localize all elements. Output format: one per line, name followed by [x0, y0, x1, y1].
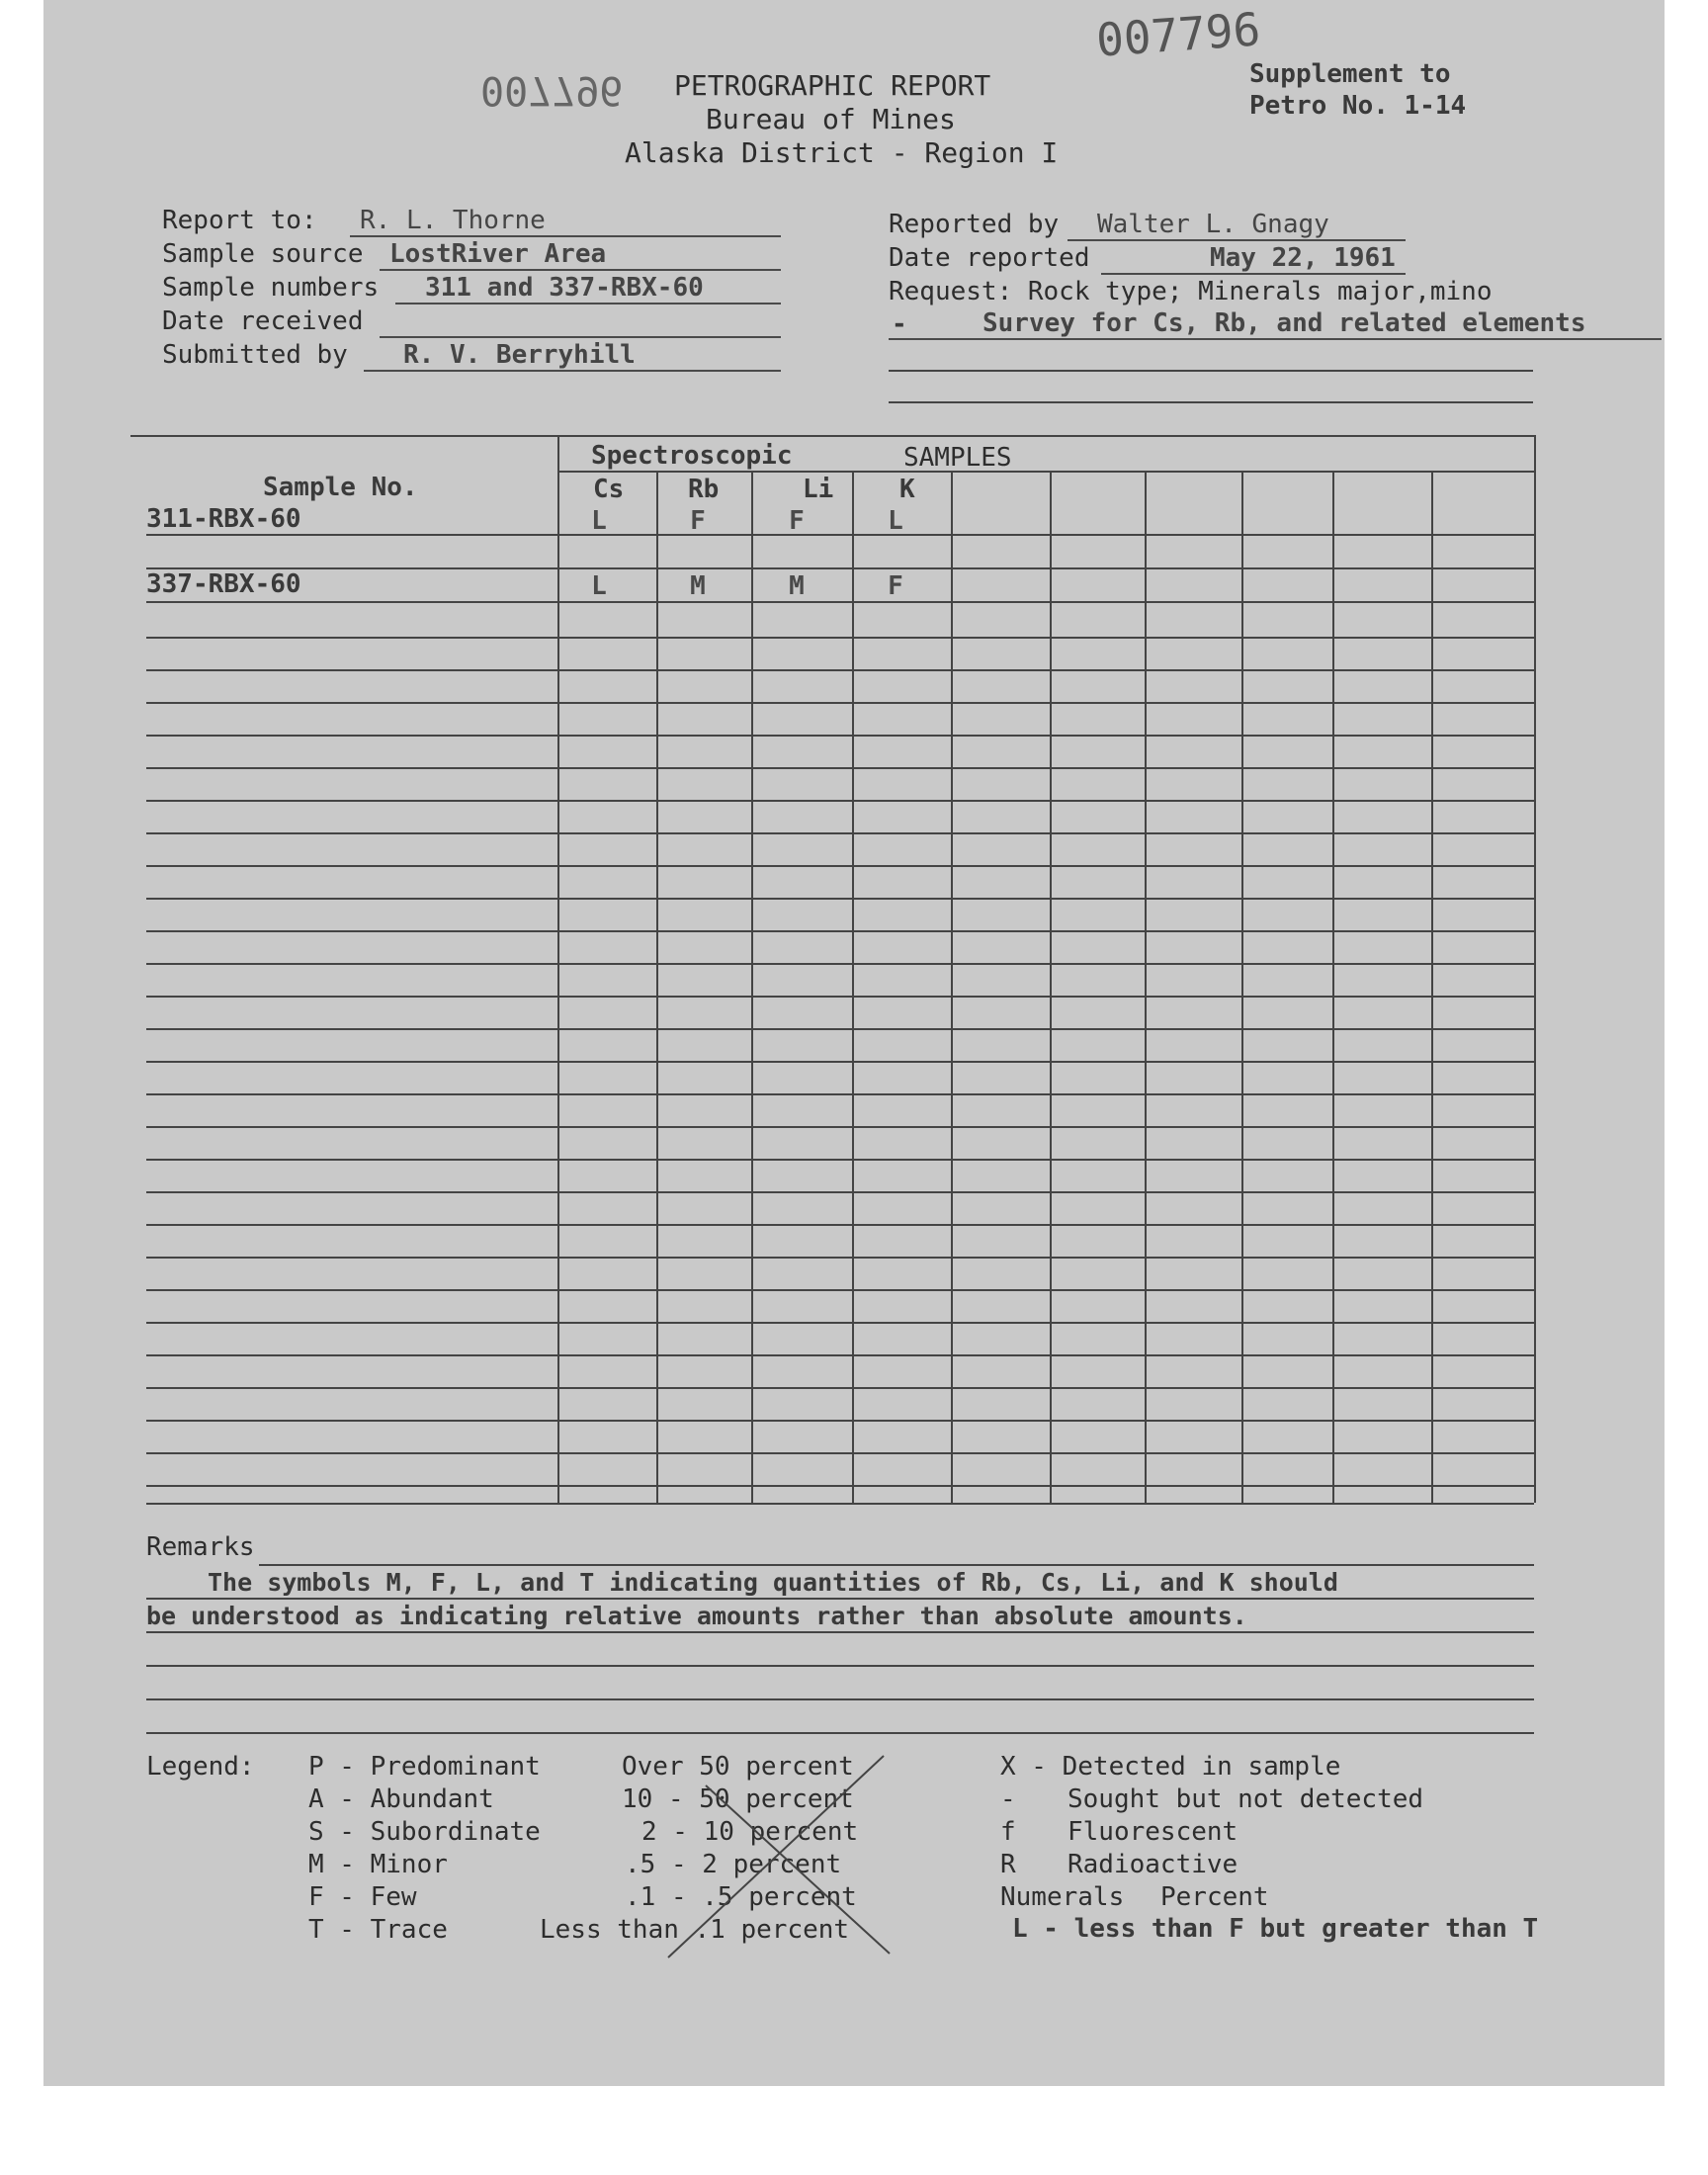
agency-name: Bureau of Mines [706, 103, 956, 135]
submitted-by-value: R. V. Berryhill [364, 338, 781, 372]
legend-code-t: T - Trace [308, 1915, 448, 1945]
sample-row-2-id: 337-RBX-60 [146, 569, 301, 599]
legend-code-s: S - Subordinate [308, 1817, 541, 1847]
stamp-number-reversed: 007796 [480, 67, 624, 113]
remarks-line-1: The symbols M, F, L, and T indicating quantities of Rb, Cs, Li, and K should [208, 1568, 1338, 1597]
legend-symbol-numerals: Numerals [1000, 1882, 1125, 1912]
legend-symbol-dash-desc: Sought but not detected [1068, 1784, 1424, 1814]
sample-row-2-cs: L [591, 571, 607, 601]
legend-code-m: M - Minor [308, 1850, 448, 1879]
sample-no-header: Sample No. [263, 473, 418, 502]
table-row-line [146, 832, 1534, 834]
table-row-line [146, 1191, 1534, 1193]
legend-symbol-r-desc: Radioactive [1068, 1850, 1238, 1879]
table-row-line [146, 669, 1534, 671]
table-row-line [146, 1354, 1534, 1356]
table-row-line [146, 1224, 1534, 1226]
table-column-line [852, 471, 854, 1503]
supplement-line-1: Supplement to [1249, 59, 1451, 89]
table-right-border [1534, 435, 1536, 1503]
table-row-line [146, 1028, 1534, 1030]
legend-symbol-dash: - [1000, 1784, 1016, 1814]
legend-symbol-f-desc: Fluorescent [1068, 1817, 1238, 1847]
reported-by-label: Reported by [889, 210, 1060, 239]
sample-numbers-label: Sample numbers [162, 273, 380, 303]
table-column-line [1050, 471, 1052, 1503]
sample-row-2-rb: M [690, 571, 706, 601]
table-column-line [751, 471, 753, 1503]
legend-cross-out-mark [656, 1750, 894, 1967]
table-row-line [146, 996, 1534, 998]
table-row-line [146, 1159, 1534, 1161]
table-row-line [146, 930, 1534, 932]
table-column-line [557, 435, 559, 1503]
date-received-label: Date received [162, 306, 364, 336]
sample-row-1-id: 311-RBX-60 [146, 504, 301, 534]
table-row-line [146, 1452, 1534, 1454]
table-row-line [146, 637, 1534, 639]
date-reported-label: Date reported [889, 243, 1090, 273]
sample-source-value: LostRiver Area [380, 237, 781, 271]
spectroscopic-header: Spectroscopic [591, 441, 793, 471]
remarks-label: Remarks [146, 1532, 255, 1562]
legend-code-a: A - Abundant [308, 1784, 494, 1814]
table-column-line [951, 471, 953, 1503]
table-row-line [146, 1126, 1534, 1128]
report-title: PETROGRAPHIC REPORT [674, 69, 991, 102]
table-row-line [146, 735, 1534, 737]
column-header-cs: Cs [593, 475, 625, 504]
legend-code-p: P - Predominant [308, 1752, 541, 1782]
legend-symbol-r: R [1000, 1850, 1016, 1879]
table-column-line [1241, 471, 1243, 1503]
legend-range-a: 10 - 50 percent [622, 1784, 854, 1814]
table-row-line [146, 800, 1534, 802]
table-row-line [146, 1257, 1534, 1259]
legend-range-t: Less than .1 percent [540, 1915, 850, 1945]
table-row-line [146, 963, 1534, 965]
sample-numbers-value: 311 and 337-RBX-60 [395, 271, 781, 304]
table-row-line [146, 534, 1534, 536]
table-column-line [656, 471, 658, 1503]
table-row-line [146, 567, 1534, 569]
sample-row-1-rb: F [690, 506, 706, 536]
sample-row-2-k: F [888, 571, 903, 601]
supplement-line-2: Petro No. 1-14 [1249, 91, 1467, 121]
report-to-value: R. L. Thorne [350, 204, 781, 237]
sample-row-2-li: M [789, 571, 805, 601]
legend-range-s: 2 - 10 percent [641, 1817, 859, 1847]
sample-row-1-li: F [789, 506, 805, 536]
table-column-line [1145, 471, 1147, 1503]
date-reported-value: May 22, 1961 [1101, 241, 1406, 275]
sample-row-1-k: L [888, 506, 903, 536]
table-row-line [146, 1061, 1534, 1063]
column-header-k: K [899, 475, 915, 504]
legend-symbol-numerals-desc: Percent [1160, 1882, 1269, 1912]
table-column-line [1332, 471, 1334, 1503]
table-row-line [146, 601, 1534, 603]
remarks-line-2: be understood as indicating relative amounts rather than absolute amounts. [146, 1602, 1247, 1630]
submitted-by-label: Submitted by [162, 340, 348, 370]
table-row-line [146, 1289, 1534, 1291]
sample-row-1-cs: L [591, 506, 607, 536]
legend-range-f: .1 - .5 percent [625, 1882, 857, 1912]
document-page [43, 0, 1665, 2086]
table-bottom-border [146, 1503, 1534, 1505]
reported-by-value: Walter L. Gnagy [1068, 208, 1406, 241]
legend-code-f: F - Few [308, 1882, 417, 1912]
report-to-label: Report to: [162, 206, 317, 235]
legend-range-m: .5 - 2 percent [625, 1850, 842, 1879]
table-row-line [146, 1387, 1534, 1389]
legend-note: L - less than F but greater than T [1012, 1914, 1539, 1944]
request-line-3 [889, 401, 1533, 403]
table-row-line [146, 1093, 1534, 1095]
samples-header: SAMPLES [903, 443, 1012, 473]
table-row-line [146, 767, 1534, 769]
request-value: Survey for Cs, Rb, and related elements [889, 306, 1662, 340]
request-dash: - [892, 309, 907, 339]
legend-symbol-f: f [1000, 1817, 1016, 1847]
request-line-2 [889, 370, 1533, 372]
date-received-value [380, 304, 781, 338]
table-row-line [146, 1485, 1534, 1487]
district-name: Alaska District - Region I [625, 136, 1059, 169]
table-column-line [1431, 471, 1433, 1503]
stamp-number: 007796 [1094, 2, 1262, 67]
table-row-line [146, 865, 1534, 867]
request-label: Request: Rock type; Minerals major,mino [889, 277, 1493, 306]
legend-label: Legend: [146, 1752, 255, 1782]
legend-symbol-x: X - Detected in sample [1000, 1752, 1341, 1782]
table-row-line [146, 702, 1534, 704]
column-header-li: Li [803, 475, 834, 504]
table-row-line [146, 898, 1534, 900]
column-header-rb: Rb [688, 475, 720, 504]
sample-source-label: Sample source [162, 239, 364, 269]
legend-range-p: Over 50 percent [622, 1752, 854, 1782]
table-row-line [146, 1322, 1534, 1324]
table-row-line [146, 1420, 1534, 1422]
